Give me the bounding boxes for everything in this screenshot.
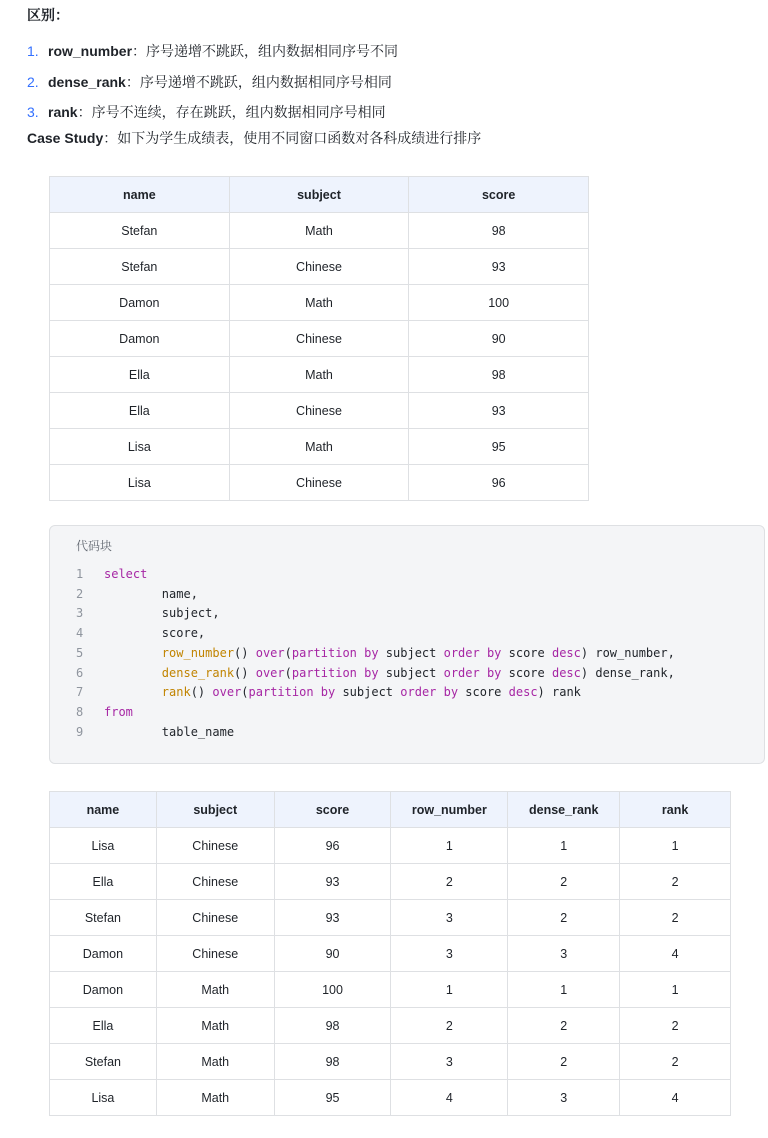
list-term: row_number — [48, 43, 133, 60]
table-cell: 3 — [508, 936, 620, 972]
line-number: 3 — [76, 606, 84, 621]
line-number: 9 — [76, 724, 84, 739]
table-cell: 93 — [274, 900, 391, 936]
table-row — [50, 465, 589, 501]
table-cell: 1 — [391, 972, 508, 1008]
code-line — [50, 683, 764, 703]
table-cell: Chinese — [229, 249, 409, 285]
table-cell: Math — [229, 357, 409, 393]
table-cell: 96 — [274, 828, 391, 864]
column-header: name — [50, 177, 230, 213]
table-cell: 3 — [508, 1080, 620, 1116]
code-text: rank() over(partition by subject order by score desc) rank — [161, 685, 581, 700]
code-text: table_name — [104, 724, 235, 739]
line-number: 6 — [76, 665, 84, 680]
table-cell: 96 — [409, 465, 589, 501]
code-line — [50, 643, 764, 663]
table-cell: Math — [156, 972, 274, 1008]
case-study-term: Case Study — [27, 130, 104, 146]
table-cell: 98 — [409, 357, 589, 393]
list-item — [27, 97, 747, 128]
table-cell: Stefan — [50, 900, 157, 936]
table-cell: Ella — [50, 1008, 157, 1044]
code-block-title: 代码块 — [76, 539, 113, 553]
column-header: subject — [156, 792, 274, 828]
table-cell: 2 — [620, 1008, 731, 1044]
line-number: 2 — [76, 586, 84, 601]
score-table — [49, 176, 589, 501]
table-cell: Math — [229, 213, 409, 249]
line-number: 7 — [76, 685, 84, 700]
table-row — [50, 1080, 731, 1116]
table-cell: Damon — [50, 972, 157, 1008]
table-row — [50, 900, 731, 936]
column-header: score — [409, 177, 589, 213]
list-term: rank — [48, 104, 78, 121]
list-term: dense_rank — [48, 73, 126, 90]
table-cell: 1 — [391, 828, 508, 864]
table-cell: 100 — [274, 972, 391, 1008]
list-number: 3. — [27, 104, 39, 121]
table-row — [50, 285, 589, 321]
table-cell: 2 — [508, 900, 620, 936]
column-header: subject — [229, 177, 409, 213]
list-description: ：序号递增不跳跃，组内数据相同序号不同 — [132, 43, 399, 60]
code-text: dense_rank() over(partition by subject order by score desc) dense_rank, — [161, 665, 675, 680]
list-description: ：序号递增不跳跃，组内数据相同序号相同 — [125, 73, 392, 90]
differences-list — [27, 36, 747, 128]
table-cell: 2 — [620, 900, 731, 936]
table-body — [50, 828, 731, 1116]
code-text: score, — [104, 626, 206, 641]
table-cell: Chinese — [156, 828, 274, 864]
table-cell: 3 — [391, 1044, 508, 1080]
table-cell: Math — [156, 1080, 274, 1116]
code-line — [50, 564, 764, 584]
line-number: 5 — [76, 645, 84, 660]
table-cell: Ella — [50, 864, 157, 900]
table-row — [50, 936, 731, 972]
table-cell: Lisa — [50, 465, 230, 501]
code-text: row_number() over(partition by subject order by score desc) row_number, — [161, 645, 675, 660]
line-number: 8 — [76, 705, 84, 720]
list-description: ：序号不连续，存在跳跃，组内数据相同序号相同 — [77, 104, 386, 121]
table-header-row — [50, 792, 731, 828]
table-row — [50, 864, 731, 900]
table-cell: 98 — [274, 1008, 391, 1044]
column-header: rank — [620, 792, 731, 828]
table-row — [50, 429, 589, 465]
table-cell: 2 — [391, 864, 508, 900]
table-cell: Chinese — [156, 900, 274, 936]
table-cell: Chinese — [156, 864, 274, 900]
code-block — [49, 525, 765, 764]
code-text: select — [104, 566, 148, 581]
table-cell: 1 — [508, 828, 620, 864]
table-cell: Lisa — [50, 1080, 157, 1116]
table-cell: 2 — [508, 864, 620, 900]
case-study-paragraph — [27, 128, 481, 148]
code-line — [50, 604, 764, 624]
table-cell: Damon — [50, 285, 230, 321]
table-row — [50, 972, 731, 1008]
table-cell: 4 — [391, 1080, 508, 1116]
table-cell: 2 — [391, 1008, 508, 1044]
table-cell: 98 — [409, 213, 589, 249]
table-cell: Stefan — [50, 213, 230, 249]
code-text: name, — [104, 586, 198, 601]
table-cell: 2 — [508, 1044, 620, 1080]
list-number: 1. — [27, 43, 39, 60]
code-text: from — [104, 705, 133, 720]
ranking-result-table — [49, 791, 731, 1116]
line-number: 1 — [76, 566, 84, 581]
table-row — [50, 321, 589, 357]
table-cell: Lisa — [50, 828, 157, 864]
table-cell: 1 — [620, 828, 731, 864]
table-cell: 93 — [409, 393, 589, 429]
table-cell: 98 — [274, 1044, 391, 1080]
code-line — [50, 722, 764, 742]
table-cell: 93 — [409, 249, 589, 285]
code-line — [50, 584, 764, 604]
table-cell: Math — [156, 1044, 274, 1080]
section-heading: 区别： — [27, 7, 69, 23]
table-cell: Damon — [50, 321, 230, 357]
table-cell: Chinese — [156, 936, 274, 972]
table-cell: 2 — [620, 864, 731, 900]
table-cell: 4 — [620, 1080, 731, 1116]
table-cell: 4 — [620, 936, 731, 972]
column-header: row_number — [391, 792, 508, 828]
case-study-description: ：如下为学生成绩表，使用不同窗口函数对各科成绩进行排序 — [103, 130, 482, 146]
table-row — [50, 828, 731, 864]
table-cell: 2 — [620, 1044, 731, 1080]
table-cell: Stefan — [50, 249, 230, 285]
column-header: score — [274, 792, 391, 828]
table-cell: Lisa — [50, 429, 230, 465]
code-text: subject, — [104, 606, 220, 621]
table-row — [50, 213, 589, 249]
code-line — [50, 663, 764, 683]
table-cell: Chinese — [229, 321, 409, 357]
table-row — [50, 393, 589, 429]
table-cell: 93 — [274, 864, 391, 900]
table-row — [50, 357, 589, 393]
table-cell: Math — [156, 1008, 274, 1044]
table-cell: 2 — [508, 1008, 620, 1044]
table-cell: 3 — [391, 936, 508, 972]
table-cell: Stefan — [50, 1044, 157, 1080]
table-cell: Ella — [50, 393, 230, 429]
table-cell: 3 — [391, 900, 508, 936]
line-number: 4 — [76, 626, 84, 641]
table-cell: 90 — [409, 321, 589, 357]
table-cell: 95 — [409, 429, 589, 465]
table-cell: 1 — [620, 972, 731, 1008]
table-cell: Math — [229, 429, 409, 465]
code-lines[interactable] — [50, 564, 764, 742]
code-line — [50, 702, 764, 722]
table-cell: Math — [229, 285, 409, 321]
table-cell: 100 — [409, 285, 589, 321]
list-item — [27, 36, 747, 67]
table-cell: 1 — [508, 972, 620, 1008]
table-cell: 95 — [274, 1080, 391, 1116]
table-cell: Chinese — [229, 393, 409, 429]
table-row — [50, 1044, 731, 1080]
column-header: name — [50, 792, 157, 828]
code-line — [50, 623, 764, 643]
table-cell: Damon — [50, 936, 157, 972]
table-cell: Chinese — [229, 465, 409, 501]
table-cell: 90 — [274, 936, 391, 972]
list-item — [27, 67, 747, 98]
table-row — [50, 249, 589, 285]
list-number: 2. — [27, 73, 39, 90]
table-header-row — [50, 177, 589, 213]
table-body — [50, 213, 589, 501]
table-cell: Ella — [50, 357, 230, 393]
table-row — [50, 1008, 731, 1044]
column-header: dense_rank — [508, 792, 620, 828]
